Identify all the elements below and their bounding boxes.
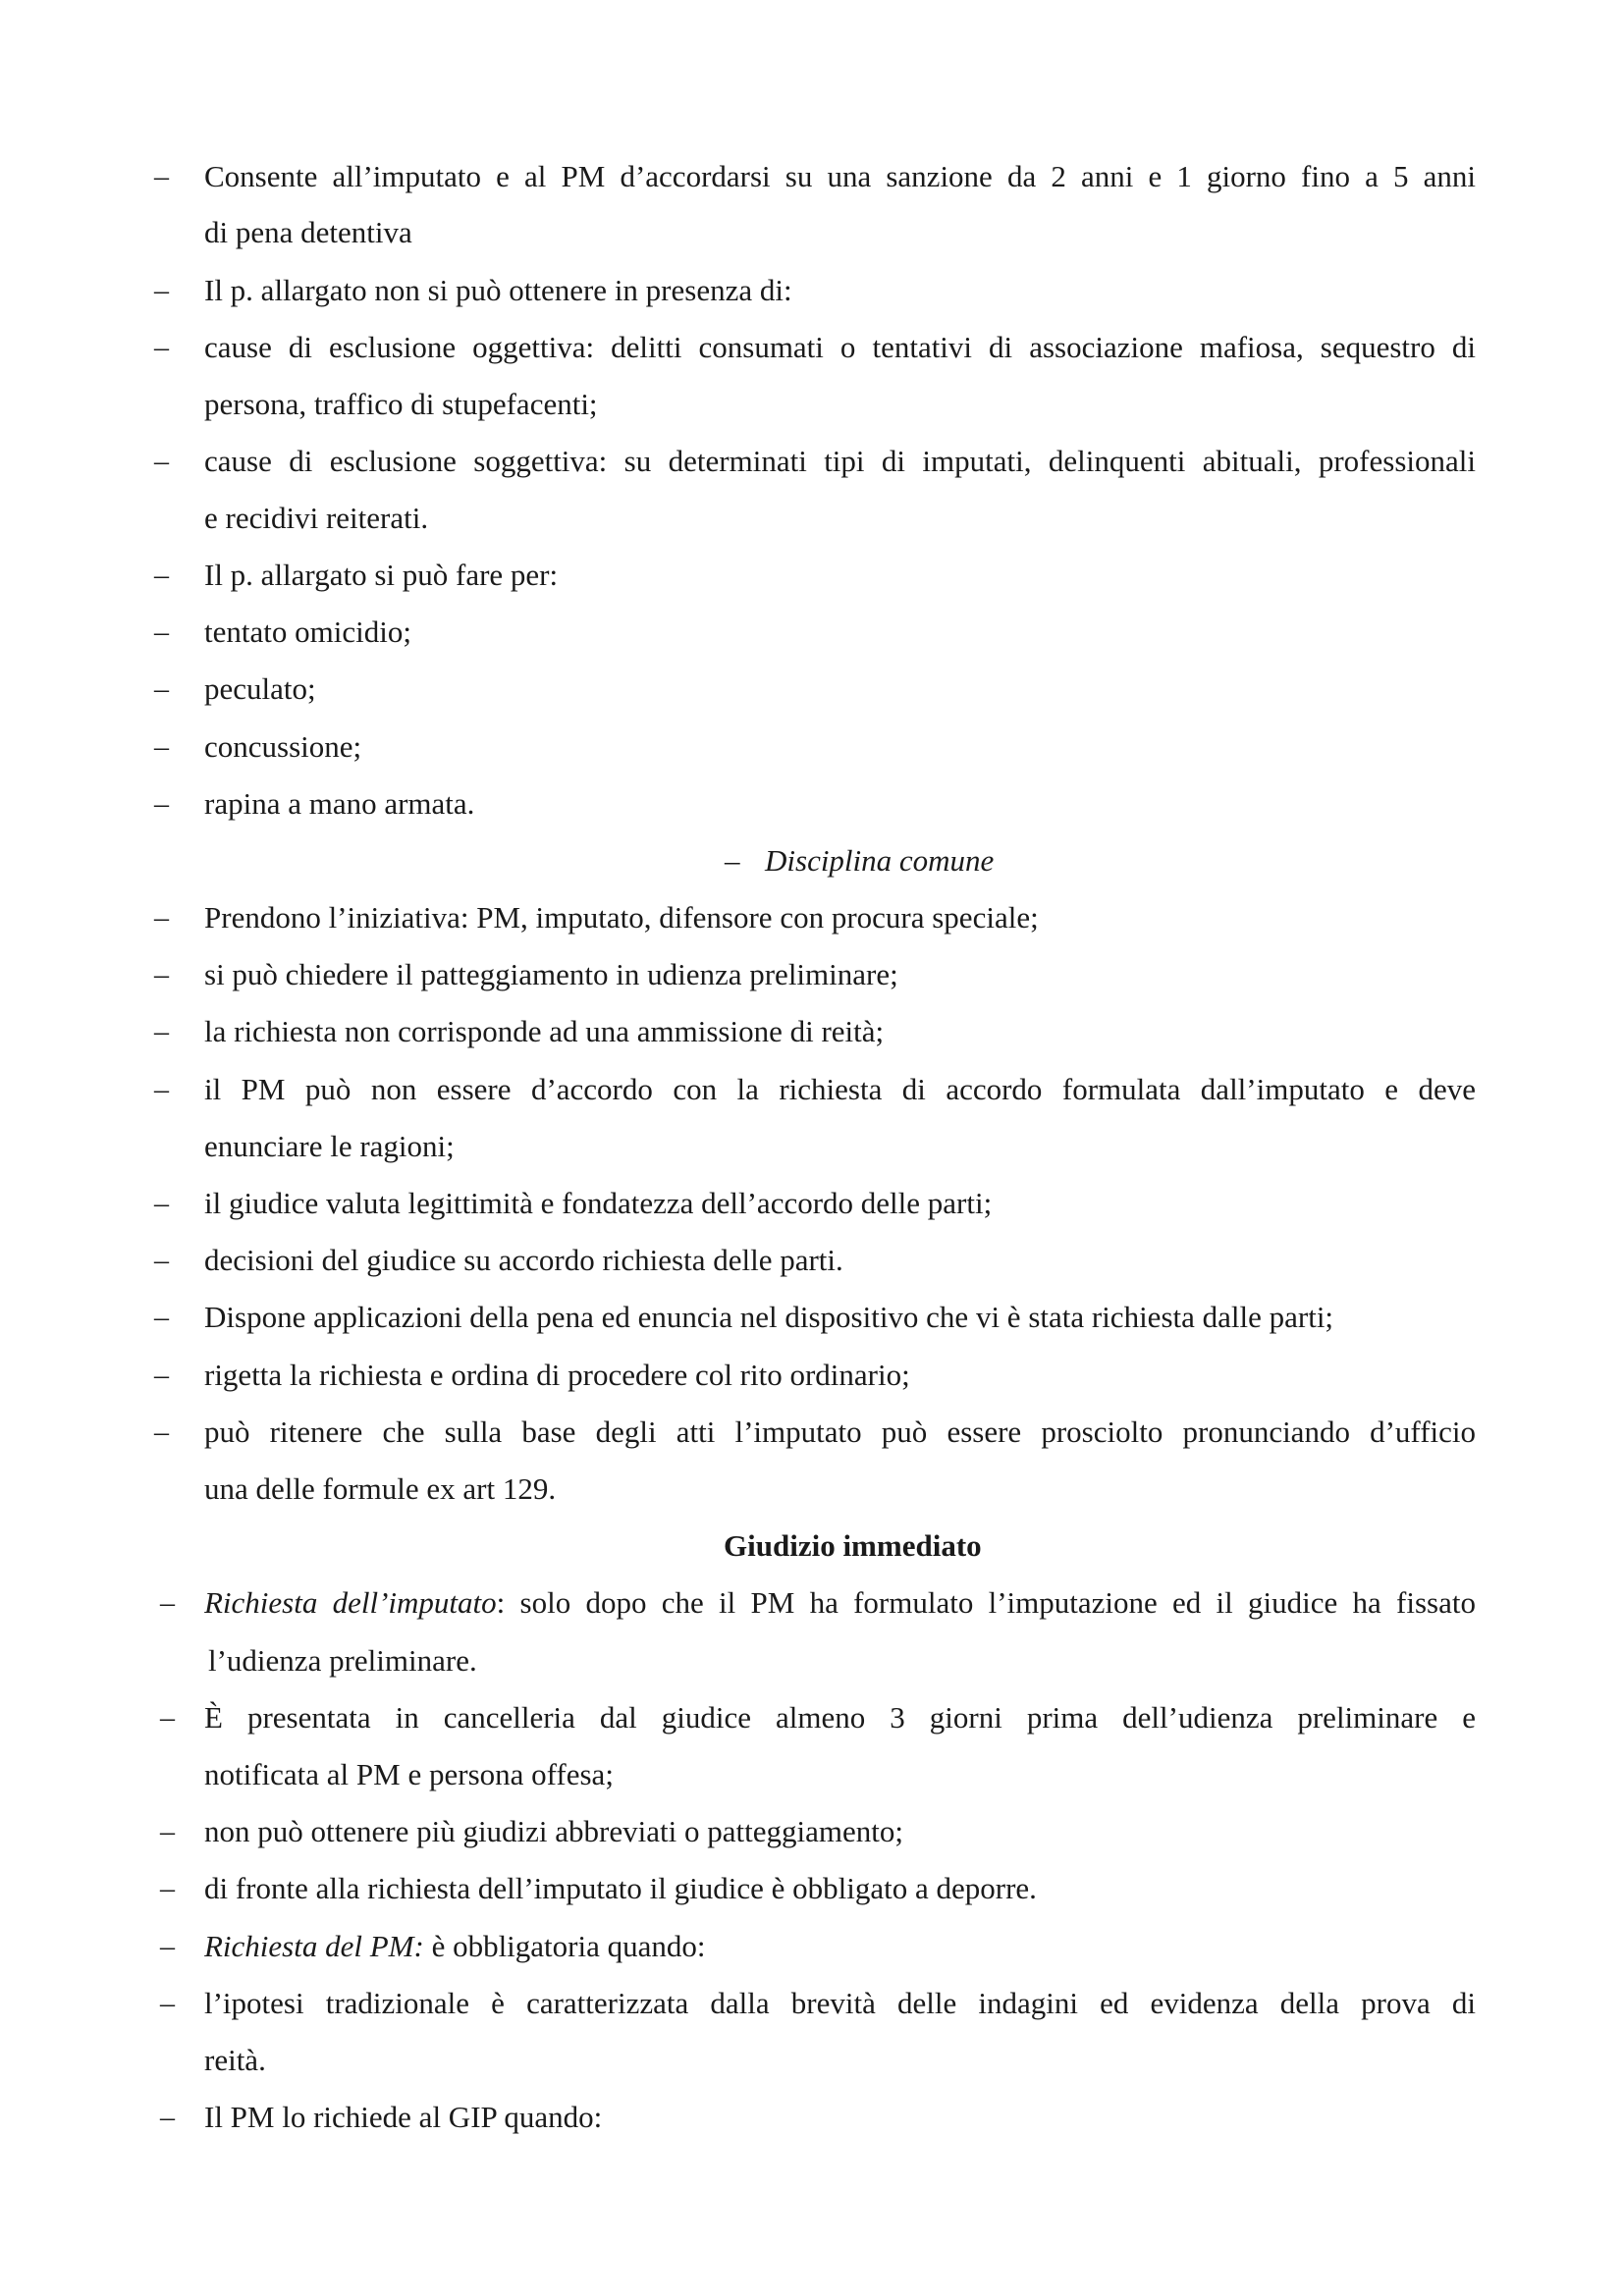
bullet-dash: – — [160, 1701, 175, 1734]
list-item-text: Il PM lo richiede al GIP quando: — [204, 2100, 603, 2134]
bullet-dash: – — [154, 445, 169, 477]
list-item-text: la richiesta non corrisponde ad una ammissione di reità; — [204, 1014, 885, 1048]
bullet-dash: – — [160, 2101, 175, 2133]
list-item-text-continuation: l’udienza preliminare. — [208, 1643, 477, 1678]
list-item-text-continuation: enunciare le ragioni; — [204, 1129, 455, 1163]
list-item-text: il giudice valuta legittimità e fondatezza dell’accordo delle parti; — [204, 1186, 993, 1220]
bullet-dash: – — [154, 274, 169, 306]
bullet-dash: – — [154, 331, 169, 363]
section-heading-disciplina-comune: Disciplina comune — [765, 843, 995, 878]
bullet-dash: – — [154, 1015, 169, 1047]
list-item-text: peculato; — [204, 671, 316, 706]
bullet-dash: – — [160, 1987, 175, 2019]
bullet-dash: – — [160, 1872, 175, 1904]
list-item-text-continuation: notificata al PM e persona offesa; — [204, 1757, 614, 1791]
bullet-dash: – — [154, 1244, 169, 1276]
list-item-text: cause di esclusione oggettiva: delitti consumati o tentativi di associazione mafiosa, sequestro di — [204, 330, 1476, 364]
bullet-dash: – — [154, 1301, 169, 1333]
list-item-text-continuation: di pena detentiva — [204, 215, 412, 249]
emphasis-richiesta-pm: Richiesta del PM: — [204, 1929, 424, 1963]
list-item-text: può ritenere che sulla base degli atti l’imputato può essere prosciolto pronunciando d’ufficio — [204, 1415, 1476, 1449]
bullet-dash: – — [154, 730, 169, 763]
list-item-text: È presentata in cancelleria dal giudice almeno 3 giorni prima dell’udienza preliminare e — [204, 1700, 1476, 1735]
bullet-dash: – — [154, 1187, 169, 1219]
list-item-text: decisioni del giudice su accordo richiesta delle parti. — [204, 1243, 843, 1277]
emphasis-richiesta-imputato: Richiesta dell’imputato — [204, 1585, 497, 1620]
list-item-text: concussione; — [204, 729, 362, 764]
list-item-text: Dispone applicazioni della pena ed enuncia nel dispositivo che vi è stata richiesta dalle parti; — [204, 1300, 1334, 1334]
list-item-text-continuation: reità. — [204, 2043, 266, 2077]
list-item-text: il PM può non essere d’accordo con la richiesta di accordo formulata dall’imputato e deve — [204, 1072, 1476, 1106]
list-item-text: Il p. allargato non si può ottenere in presenza di: — [204, 273, 792, 307]
list-item-text: tentato omicidio; — [204, 614, 411, 649]
bullet-dash: – — [154, 958, 169, 990]
list-item-text: Prendono l’iniziativa: PM, imputato, difensore con procura speciale; — [204, 900, 1039, 934]
bullet-dash: – — [154, 1073, 169, 1105]
list-item-text — [204, 1583, 1476, 1623]
bullet-dash: – — [160, 1815, 175, 1847]
list-item-text — [204, 1927, 1476, 1966]
bullet-dash: – — [154, 787, 169, 820]
list-item-text: Il p. allargato si può fare per: — [204, 558, 559, 592]
list-item-text: non può ottenere più giudizi abbreviati o patteggiamento; — [204, 1814, 903, 1848]
bullet-dash: – — [154, 160, 169, 192]
list-item-text-continuation: persona, traffico di stupefacenti; — [204, 387, 598, 421]
list-item-text: l’ipotesi tradizionale è caratterizzata dalla brevità delle indagini ed evidenza della prova di — [204, 1986, 1476, 2020]
bullet-dash: – — [160, 1586, 175, 1619]
list-item-text: rigetta la richiesta e ordina di procedere col rito ordinario; — [204, 1358, 910, 1392]
bullet-dash: – — [154, 1415, 169, 1448]
list-item-text: si può chiedere il patteggiamento in udienza preliminare; — [204, 957, 898, 991]
list-item-text-continuation: e recidivi reiterati. — [204, 501, 429, 535]
list-item-text: di fronte alla richiesta dell’imputato il giudice è obbligato a deporre. — [204, 1871, 1037, 1905]
list-item-text-rest: è obbligatoria quando: — [423, 1929, 706, 1963]
bullet-dash: – — [154, 901, 169, 934]
bullet-dash: – — [154, 672, 169, 705]
heading-dash: – — [725, 843, 740, 878]
list-item-text: cause di esclusione soggettiva: su determinati tipi di imputati, delinquenti abituali, professionali — [204, 444, 1476, 478]
list-item-text-continuation: una delle formule ex art 129. — [204, 1471, 557, 1506]
section-heading-giudizio-immediato: Giudizio immediato — [724, 1528, 982, 1563]
bullet-dash: – — [154, 559, 169, 591]
bullet-dash: – — [160, 1930, 175, 1962]
list-item-text-rest: : solo dopo che il PM ha formulato l’imputazione ed il giudice ha fissato — [496, 1585, 1476, 1620]
list-item-text: rapina a mano armata. — [204, 786, 475, 821]
list-item-text: Consente all’imputato e al PM d’accordarsi su una sanzione da 2 anni e 1 giorno fino a 5 anni — [204, 159, 1476, 193]
bullet-dash: – — [154, 615, 169, 648]
bullet-dash: – — [154, 1359, 169, 1391]
